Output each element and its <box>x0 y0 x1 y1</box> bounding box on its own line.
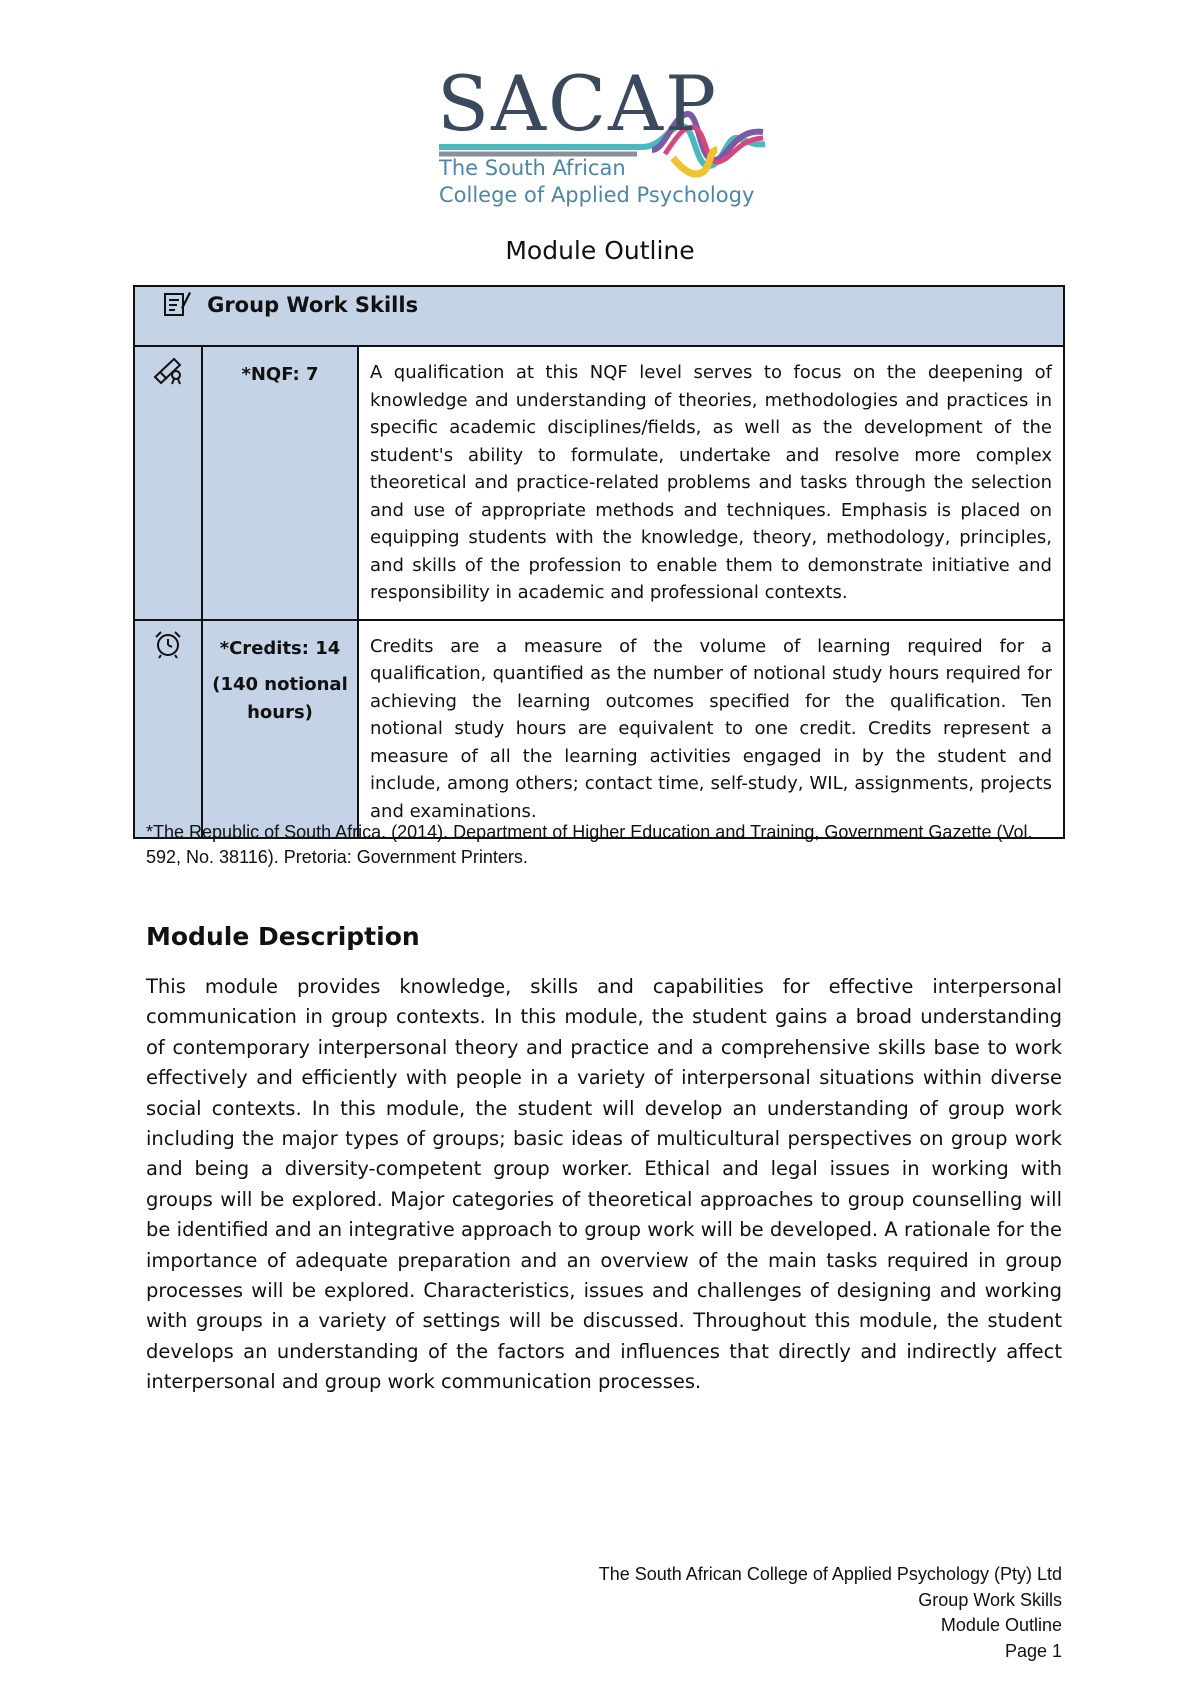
page-number: Page 1 <box>1004 1640 1062 1661</box>
page-title: Module Outline <box>505 236 695 265</box>
credits-icon-cell <box>134 620 202 839</box>
table-row-credits <box>134 620 1064 839</box>
page-footer <box>599 1562 1062 1664</box>
notepad-pencil-icon <box>162 288 192 322</box>
footer-doc-type: Module Outline <box>940 1615 1062 1635</box>
logo-tagline-line1: The South African <box>439 156 626 180</box>
table-footnote: *The Republic of South Africa. (2014). Department of Higher Education and Training, Government Gazette (Vol. 592, No. 38116). Pretoria: Government Printers. <box>146 822 1033 867</box>
nqf-level-label: *NQF: 7 <box>241 364 319 385</box>
logo-tagline-line2: College of Applied Psychology <box>439 183 755 207</box>
module-description-body: This module provides knowledge, skills and capabilities for effective interpersonal communication in group contexts. In this module, the student gains a broad understanding of contemporary interpersonal theory and practice and a comprehensive skills base to work effectively and efficiently with people in a variety of interpersonal situations within diverse social contexts. In this module, the student will develop an understanding of group work including the major types of groups; basic ideas of multicultural perspectives on group work and being a diversity-competent group worker. Ethical and legal issues in working with groups will be explored. Major categories of theoretical approaches to group counselling will be identified and an integrative approach to group work will be developed. A rationale for the importance of adequate preparation and an overview of the main tasks required in group processes will be explored. Characteristics, issues and challenges of designing and working with groups in a variety of settings will be discussed. Throughout this module, the student develops an understanding of the factors and influences that directly and indirectly affect interpersonal and group work communication processes. <box>146 975 1062 1394</box>
credits-label-cell <box>202 620 358 839</box>
notional-hours-label: (140 notional hours) <box>212 673 348 723</box>
table-header-row <box>134 286 1064 346</box>
nqf-label-cell <box>202 346 358 620</box>
footer-company: The South African College of Applied Psychology (Pty) Ltd <box>598 1564 1062 1584</box>
table-row-nqf <box>134 346 1064 620</box>
footer-module: Group Work Skills <box>918 1589 1062 1610</box>
module-info-table <box>133 285 1065 839</box>
module-name: Group Work Skills <box>207 293 419 317</box>
credits-description: Credits are a measure of the volume of learning required for a qualification, quantified as the number of notional study hours required for achieving the learning outcomes specified for the qualification. Ten notional study hours are equivalent to one credit. Credits represent a measure of all the learning activities engaged in by the student and include, among others; contact time, self-study, WIL, assignments, projects and examinations. <box>358 620 1064 839</box>
diploma-scroll-icon <box>152 370 184 389</box>
credits-label: *Credits: 14 <box>219 637 341 659</box>
nqf-description: A qualification at this NQF level serves to focus on the deepening of knowledge and understanding of theories, methodologies and practices in specific academic disciplines/fields, as well as the development of the student's ability to formulate, undertake and resolve more complex theoretical and practice-related problems and tasks through the selection and use of appropriate methods and techniques. Emphasis is placed on equipping students with the knowledge, theory, methodology, principles, and skills of the profession to enable them to demonstrate initiative and responsibility in academic and professional contexts. <box>358 346 1064 620</box>
logo-wordmark: SACAP <box>437 59 719 148</box>
alarm-clock-icon <box>153 644 183 663</box>
table-header-cell <box>134 286 1064 346</box>
nqf-icon-cell <box>134 346 202 620</box>
module-description-heading: Module Description <box>146 922 420 951</box>
